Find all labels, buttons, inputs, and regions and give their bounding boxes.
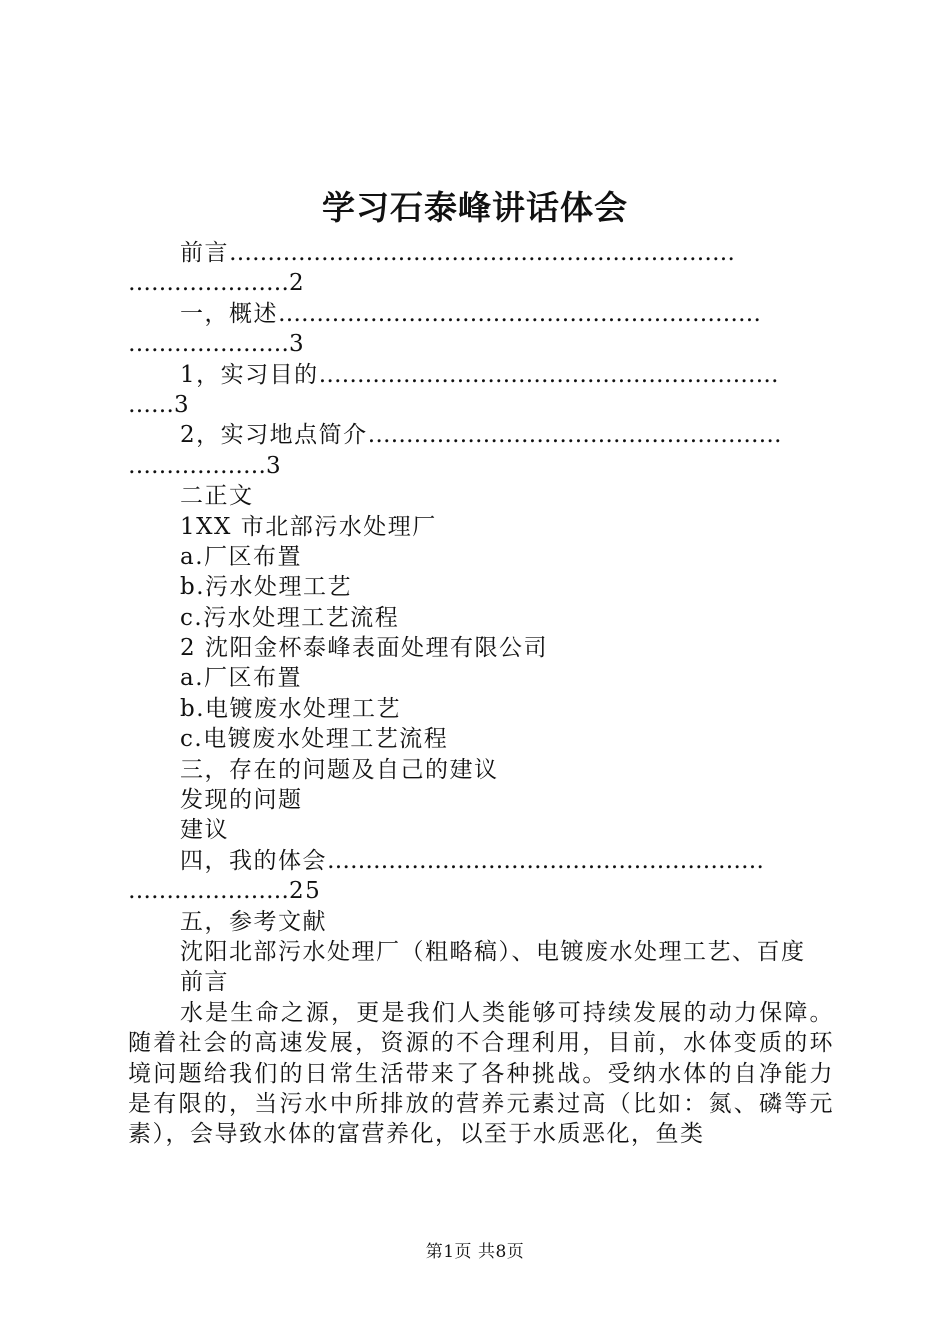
outline-item: a.厂区布置: [180, 543, 303, 570]
toc-leader-dots: ………………………………………………………: [278, 300, 761, 327]
toc-leader-dots: …………………: [128, 270, 289, 297]
toc-page-number: 2: [289, 270, 306, 297]
toc-entry-reflection-cont: [128, 876, 834, 906]
toc-page-number: 3: [174, 391, 191, 418]
toc-leader-dots: …………………………………………………: [327, 847, 764, 874]
outline-item: 1XX 市北部污水处理厂: [180, 513, 437, 540]
toc-leader-dots: ………………: [128, 452, 266, 479]
outline-item: c.污水处理工艺流程: [180, 604, 400, 631]
outline-item: 建议: [180, 817, 229, 844]
document-title: 学习石泰峰讲话体会: [322, 188, 628, 227]
outline-item: b.电镀废水处理工艺: [180, 695, 402, 722]
section-heading-references: 五，参考文献: [180, 908, 327, 935]
page-footer: 第1页 共8页: [425, 1242, 525, 1262]
outline-item: a.厂区布置: [180, 665, 303, 692]
toc-page-number: 3: [289, 331, 306, 358]
toc-entry-overview-cont: [128, 329, 834, 359]
toc-leader-dots: ……: [128, 391, 174, 418]
toc-entry-purpose: [128, 360, 834, 390]
toc-label: 一，概述: [180, 300, 278, 327]
toc-entry-location-cont: [128, 451, 834, 481]
toc-entry-purpose-cont: [128, 390, 834, 420]
toc-leader-dots: ………………………………………………: [367, 422, 782, 449]
toc-page-number: 25: [289, 878, 322, 905]
references-text: 沈阳北部污水处理厂（粗略稿）、电镀废水处理工艺、百度: [180, 938, 806, 965]
outline-item: 发现的问题: [180, 787, 303, 814]
toc-entry-reflection: [128, 846, 834, 876]
section-heading-preface: 前言: [180, 969, 229, 996]
toc-page-number: 3: [266, 452, 283, 479]
toc-label: 1，实习目的: [180, 361, 319, 388]
toc-label: 四，我的体会: [180, 847, 327, 874]
toc-leader-dots: …………………: [128, 331, 289, 358]
outline-item: 二正文: [180, 483, 254, 510]
toc-label: 2，实习地点简介: [180, 422, 368, 449]
outline-item: 2 沈阳金杯泰峰表面处理有限公司: [180, 635, 548, 662]
outline-item: 三，存在的问题及自己的建议: [180, 756, 499, 783]
toc-entry-overview: [128, 299, 834, 329]
toc-entry-preface: [128, 238, 834, 268]
toc-leader-dots: …………………: [128, 878, 289, 905]
toc-entry-location: [128, 420, 834, 450]
toc-leader-dots: …………………………………………………………: [229, 240, 735, 266]
document-body: [128, 238, 834, 1150]
outline-item: b.污水处理工艺: [180, 574, 353, 601]
preface-paragraph: 水是生命之源，更是我们人类能够可持续发展的动力保障。随着社会的高速发展，资源的不合理利用，目前，水体变质的环境问题给我们的日常生活带来了各种挑战。受纳水体的自净能力是有限的，当污水中所排放的营养元素过高（比如：氮、磷等元素），会导致水体的富营养化，以至于水质恶化，鱼类: [128, 999, 834, 1148]
toc-entry-preface-cont: [128, 268, 834, 298]
toc-label: 前言: [180, 240, 229, 266]
toc-leader-dots: ……………………………………………………: [318, 361, 779, 388]
outline-item: c.电镀废水处理工艺流程: [180, 726, 449, 753]
